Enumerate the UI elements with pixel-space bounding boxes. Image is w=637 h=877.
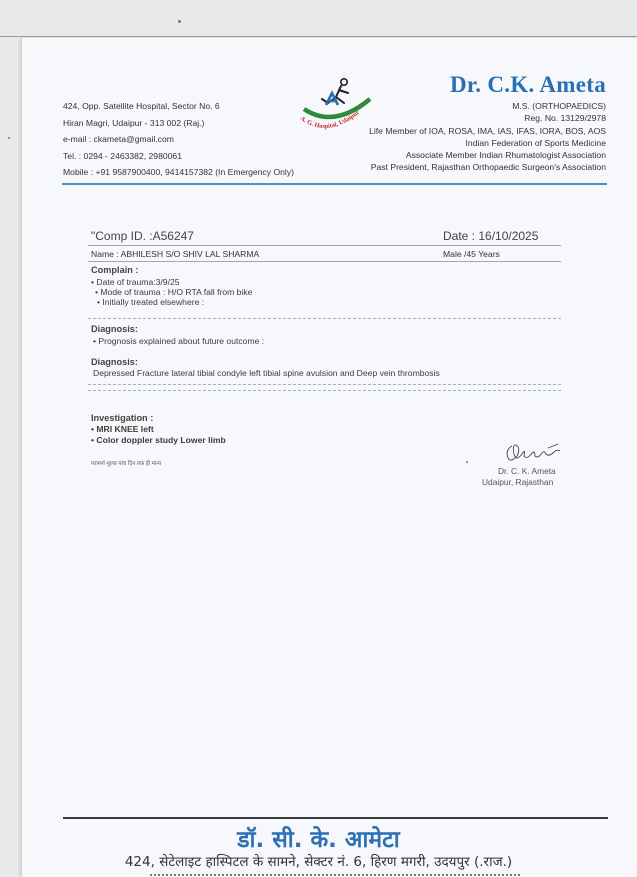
patient-age-sex: Male /45 Years — [443, 249, 500, 259]
diagnosis-line: • Prognosis explained about future outcome : — [93, 336, 265, 346]
qualification-line: Life Member of IOA, ROSA, IMA, IAS, IFAS, IORA, BOS, AOS — [369, 125, 606, 136]
qualification-line: Indian Federation of Sports Medicine — [465, 137, 606, 148]
doctor-signature — [502, 442, 564, 466]
qualifications-block — [369, 100, 606, 174]
signature-place: Udaipur, Rajasthan — [482, 477, 554, 487]
complain-line: • Initially treated elsewhere : — [97, 297, 205, 307]
footer-cutoff-text — [150, 872, 520, 877]
qualification-line: Past President, Rajasthan Orthopaedic Surgeon's Association — [370, 162, 606, 173]
complain-heading: Complain : — [91, 265, 139, 275]
signature-name: Dr. C. K. Ameta — [498, 466, 556, 476]
diagnosis-heading: Diagnosis: — [91, 324, 138, 334]
hospital-logo — [292, 73, 376, 139]
divider — [88, 261, 561, 262]
paper-speck — [178, 20, 181, 23]
email-line: e-mail : ckameta@gmail.com — [63, 134, 174, 145]
qualification-line: Associate Member Indian Rhumatologist Association — [405, 150, 606, 161]
footer-doctor-name: डॉ. सी. के. आमेटा — [237, 827, 400, 853]
paper-speck — [8, 137, 10, 139]
mobile-line: Mobile : +91 9587900400, 9414157382 (In Emergency Only) — [63, 167, 294, 178]
page-top-edge — [0, 36, 637, 37]
qualification-line: M.S. (ORTHOPAEDICS) — [512, 101, 606, 111]
qualification-line: Reg. No. 13129/2978 — [524, 113, 606, 124]
footer-address: 424, सेटेलाइट हास्पिटल के सामने, सेक्टर नं. 6, हिरण मगरी, उदयपुर (.राज.) — [124, 854, 513, 870]
investigation-line: • Color doppler study Lower limb — [91, 435, 226, 445]
footer-divider — [63, 817, 608, 819]
telephone-line: Tel. : 0294 - 2463382, 2980061 — [63, 150, 182, 161]
fee-validity-note: परामर्श शुल्क पांच दिन तक ही मान्य — [91, 461, 162, 467]
complain-line: • Mode of trauma : H/O RTA fall from bike — [95, 287, 253, 297]
investigation-heading: Investigation : — [91, 413, 154, 423]
address-line: Hiran Magri, Udaipur - 313 002 (Raj.) — [63, 117, 205, 128]
logo-arc-text: A. G. Hospital, Udaipur — [298, 109, 361, 131]
investigation-line: • MRI KNEE left — [91, 424, 154, 434]
complain-line: • Date of trauma:3/9/25 — [91, 277, 180, 287]
comp-id: "Comp ID. :A56247 — [91, 229, 194, 243]
divider — [88, 245, 561, 246]
diagnosis-line: Depressed Fracture lateral tibial condyle left tibial spine avulsion and Deep vein thrombosis — [93, 368, 440, 378]
prescription-date: Date : 16/10/2025 — [443, 229, 539, 243]
diagnosis-heading: Diagnosis: — [91, 357, 138, 367]
section-divider — [88, 390, 561, 391]
clinic-address-block — [63, 98, 294, 181]
address-line: 424, Opp. Satellite Hospital, Sector No. 6 — [63, 101, 220, 111]
section-divider — [88, 384, 561, 385]
doctor-name: Dr. C.K. Ameta — [449, 72, 606, 97]
paper-speck — [466, 461, 468, 463]
header-divider — [62, 183, 607, 185]
section-divider — [88, 318, 561, 319]
patient-name: Name : ABHILESH S/O SHIV LAL SHARMA — [91, 249, 260, 259]
